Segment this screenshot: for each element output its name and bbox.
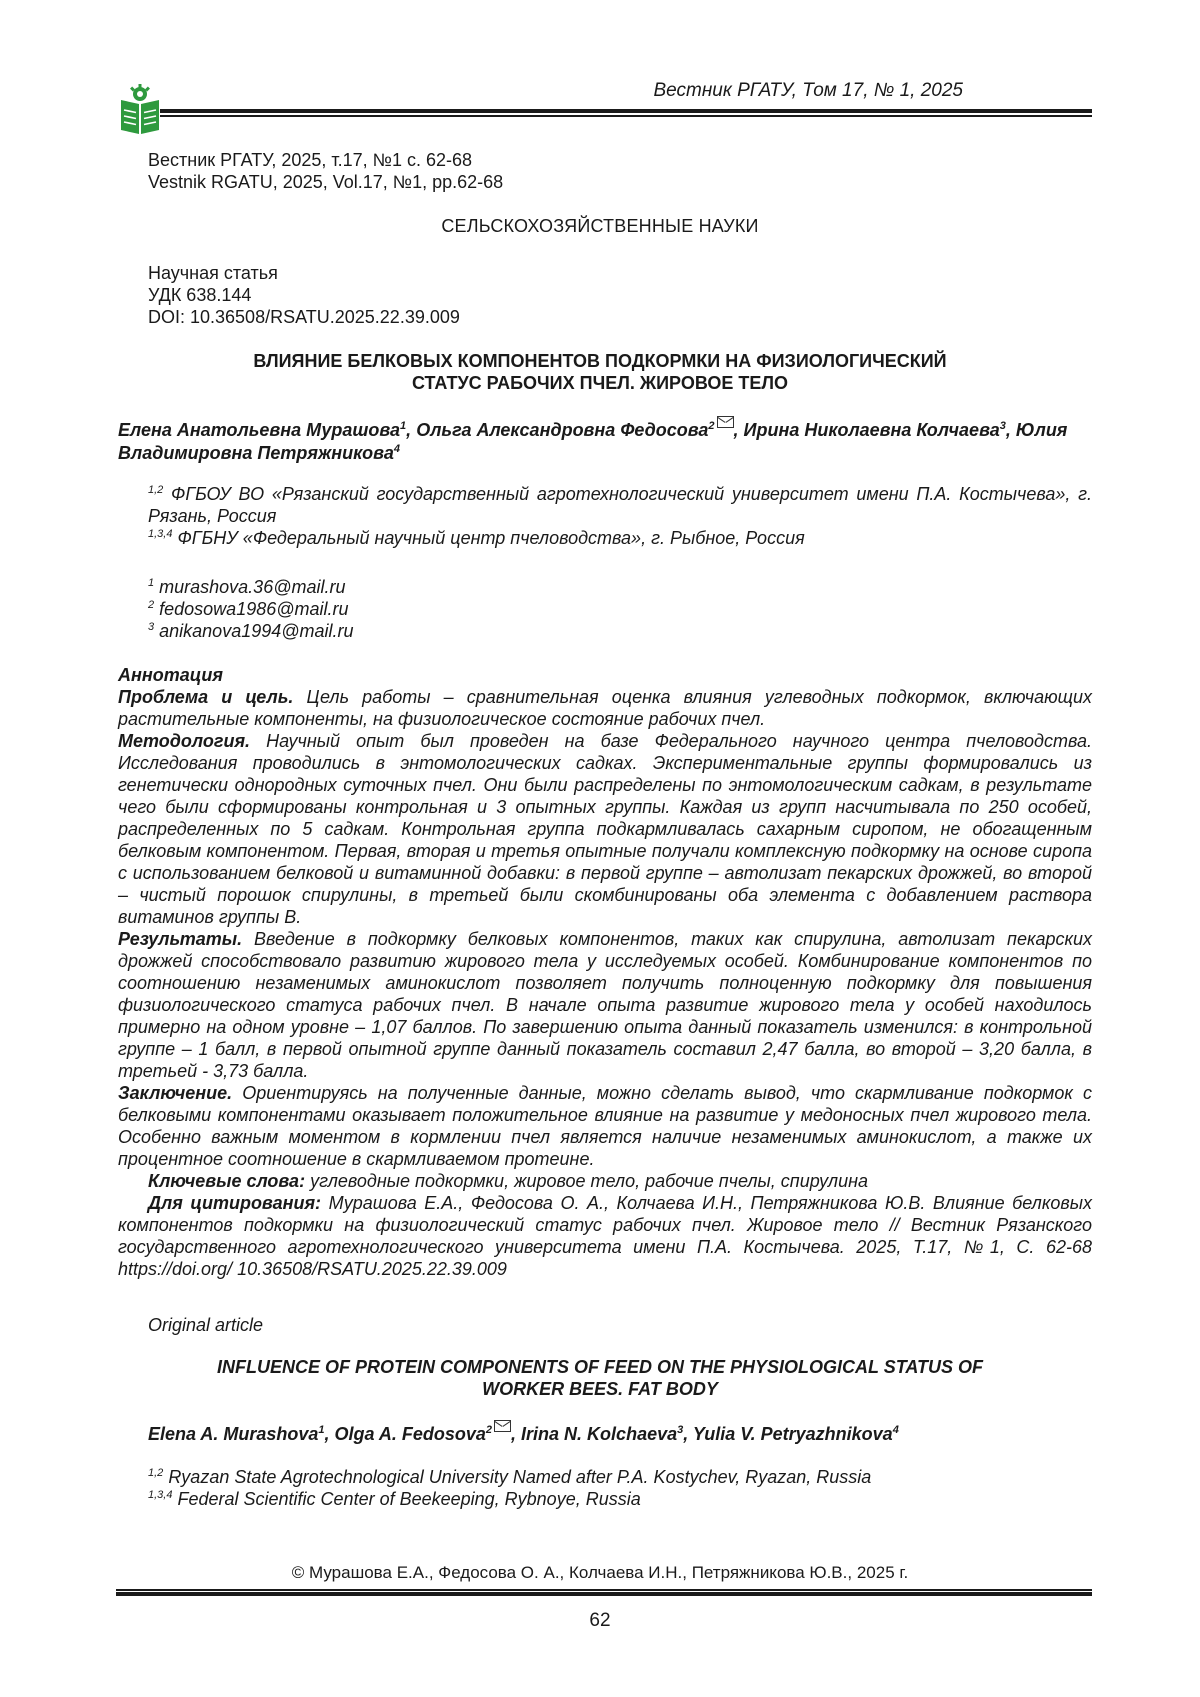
author-name: Elena A. Murashova: [148, 1424, 319, 1444]
cite-text: Мурашова Е.А., Федосова О. А., Колчаева И.Н., Петряжникова Ю.В. Влияние белковых компонентов подкормки на физиологический статус рабочих пчел. Жировое тело // Вестник Рязанского государственного агротехнологического университета имени П.А. Костычева. 2025, Т.17, №1, С. 62-68 https://doi.org/ 10.36508/RSATU.2025.22.39.009: [118, 1193, 1092, 1279]
envelope-icon: [717, 416, 734, 428]
problem-text: Цель работы – сравнительная оценка влияния углеводных подкормок, включающих растительные компоненты, на физиологическое состояние рабочих пчел.: [118, 687, 1092, 729]
footer-divider: [116, 1589, 1092, 1598]
author-index: 3: [677, 1424, 684, 1436]
article-title-ru-line-2: СТАТУС РАБОЧИХ ПЧЕЛ. ЖИРОВОЕ ТЕЛО: [411, 373, 789, 393]
envelope-icon: [494, 1420, 511, 1432]
author-name: Olga A. Fedosova: [334, 1424, 486, 1444]
keywords-text: углеводные подкормки, жировое тело, рабочие пчелы, спирулина: [310, 1171, 869, 1191]
methods-label: Методология.: [118, 731, 251, 751]
keywords-label: Ключевые слова:: [148, 1171, 306, 1191]
section-heading: СЕЛЬСКОХОЗЯЙСТВЕННЫЕ НАУКИ: [441, 216, 759, 236]
affiliation-item: [148, 527, 1092, 549]
article-title-en: [150, 1356, 1050, 1400]
affiliation-item: [148, 483, 1092, 527]
email-address[interactable]: murashova.36@mail.ru: [159, 577, 346, 597]
authors-en: Elena A. Murashova$^1$, Olga A. Fedosova$^2$ , Irina N. Kolchaeva$^3$, Yulia V. Petryazhnikova$^4$: [148, 1420, 899, 1445]
running-header-title: Вестник РГАТУ, Том 17, № 1, 2025: [653, 80, 963, 101]
email-item: [148, 620, 354, 642]
citation-line-ru: Вестник РГАТУ, 2025, т.17, №1 с. 62-68: [148, 150, 472, 170]
author-index: 3: [999, 420, 1006, 432]
article-title-ru: [150, 350, 1050, 394]
abstract-heading: Аннотация: [118, 665, 223, 685]
affiliations-en: [148, 1466, 871, 1510]
conclusion-text: Ориентируясь на полученные данные, можно сделать вывод, что скармливание подкормок с белковыми компонентами оказывает положительное влияние на развитие у медоносных пчел жирового тела. Особенно важным моментом в кормлении пчел является наличие незаменимых аминокислот, а также их процентное соотношение в скармливаемом протеине.: [118, 1083, 1092, 1169]
affiliation-index: 1,3,4: [148, 528, 173, 540]
copyright-line: [0, 1563, 1200, 1583]
author-name: Елена Анатольевна Мурашова: [118, 420, 401, 440]
article-type: Научная статья: [148, 263, 278, 283]
abstract: [118, 664, 1092, 1280]
cite-label: Для цитирования:: [148, 1193, 322, 1213]
author-name: Irina N. Kolchaeva: [521, 1424, 678, 1444]
email-index: 1: [148, 577, 155, 589]
affiliation-index: 1,2: [148, 1467, 164, 1479]
email-item: [148, 576, 354, 598]
affiliations-ru: [148, 483, 1092, 549]
author-name: Ирина Николаевна Колчаева: [743, 420, 1000, 440]
affiliation-index: 1,3,4: [148, 1489, 173, 1501]
author-index: 2: [485, 1424, 493, 1436]
journal-logo-icon: [118, 84, 162, 136]
conclusion-label: Заключение.: [118, 1083, 233, 1103]
article-title-en-line-1: INFLUENCE OF PROTEIN COMPONENTS OF FEED ON THE PHYSIOLOGICAL STATUS OF: [216, 1357, 984, 1377]
author-emails: [148, 576, 354, 642]
article-title-ru-line-1: ВЛИЯНИЕ БЕЛКОВЫХ КОМПОНЕНТОВ ПОДКОРМКИ НА ФИЗИОЛОГИЧЕСКИЙ: [253, 351, 947, 371]
copyright-symbol: ©: [291, 1563, 305, 1582]
affiliation-item: [148, 1466, 871, 1488]
header-divider: [160, 109, 1092, 118]
affiliation-text: Ryazan State Agrotechnological University Named after P.A. Kostychev, Ryazan, Russia: [168, 1467, 872, 1487]
email-address[interactable]: anikanova1994@mail.ru: [159, 621, 354, 641]
email-address[interactable]: fedosowa1986@mail.ru: [159, 599, 349, 619]
email-index: 3: [148, 621, 155, 633]
author-index: 1: [400, 420, 407, 432]
email-index: 2: [148, 599, 155, 611]
author-index: 2: [708, 420, 715, 432]
author-index: 4: [892, 1424, 899, 1436]
results-label: Результаты.: [118, 929, 243, 949]
affiliation-index: 1,2: [148, 484, 164, 496]
affiliation-item: [148, 1488, 871, 1510]
methods-text: Научный опыт был проведен на базе Федерального научного центра пчеловодства. Исследования проводились в энтомологических садках. Экспериментальные группы формировались из генетически однородных суточных пчел. Они были распределены по энтомологическим садкам, в результате чего были сформированы контрольная и 3 опытных группы. Каждая из групп насчитывала по 250 особей, распределенных по 5 садкам. Контрольная группа подкармливалась сахарным сиропом, не обогащенным белковым компонентом. Первая, вторая и третья опытные получали комплексную подкормку на основе сиропа с использованием белковой и витаминной добавки: в первой группе – автолизат пекарских дрожжей, во второй – чистый порошок спирулины, в третьей были скомбинированы оба элемента с добавлением раствора витаминов группы В.: [118, 731, 1092, 927]
original-article-label: Original article: [148, 1315, 264, 1335]
citation-line-en: Vestnik RGATU, 2025, Vol.17, №1, pp.62-68: [148, 172, 504, 192]
authors-ru: Елена Анатольевна Мурашова$^1$, Ольга Александровна Федосова$^2$ , Ирина Николаевна Колчаева$^3$, Юлия Владимировна Петряжникова$^4$: [118, 416, 1092, 465]
problem-label: Проблема и цель.: [118, 687, 294, 707]
author-name: Ольга Александровна Федосова: [416, 420, 709, 440]
doi: DOI: 10.36508/RSATU.2025.22.39.009: [148, 307, 460, 327]
affiliation-text: ФГБОУ ВО «Рязанский государственный агротехнологический университет имени П.А. Костычева», г. Рязань, Россия: [148, 484, 1092, 526]
copyright-authors: Мурашова Е.А., Федосова О. А., Колчаева И.Н., Петряжникова Ю.В.,: [309, 1563, 853, 1582]
affiliation-text: Federal Scientific Center of Beekeeping, Rybnoye, Russia: [177, 1489, 641, 1509]
author-name: Yulia V. Petryazhnikova: [692, 1424, 893, 1444]
article-title-en-line-2: WORKER BEES. FAT BODY: [482, 1379, 718, 1399]
author-name: Юлия Владимировна Петряжникова: [118, 420, 1068, 463]
email-item: [148, 598, 354, 620]
udc-code: УДК 638.144: [148, 285, 252, 305]
results-text: Введение в подкормку белковых компонентов, таких как спирулина, автолизат пекарских дрожжей способствовало развитию жирового тела у исследуемых особей. Комбинирование компонентов по соотношению незаменимых аминокислот позволяет получить полноценную подкормку для повышения физиологического статуса рабочих пчел. В начале опыта развитие жирового тела у особей находилось примерно на одном уровне – 1,07 баллов. По завершению опыта данный показатель изменился: в контрольной группе – 1 балл, в первой опытной группе данный показатель составил 2,47 балла, во второй – 3,20 балла, в третьей - 3,73 балла.: [118, 929, 1092, 1081]
author-index: 1: [318, 1424, 325, 1436]
author-index: 4: [393, 443, 400, 455]
page-number: 62: [589, 1610, 611, 1631]
affiliation-text: ФГБНУ «Федеральный научный центр пчеловодства», г. Рыбное, Россия: [177, 528, 805, 548]
copyright-year: 2025 г.: [856, 1563, 909, 1582]
